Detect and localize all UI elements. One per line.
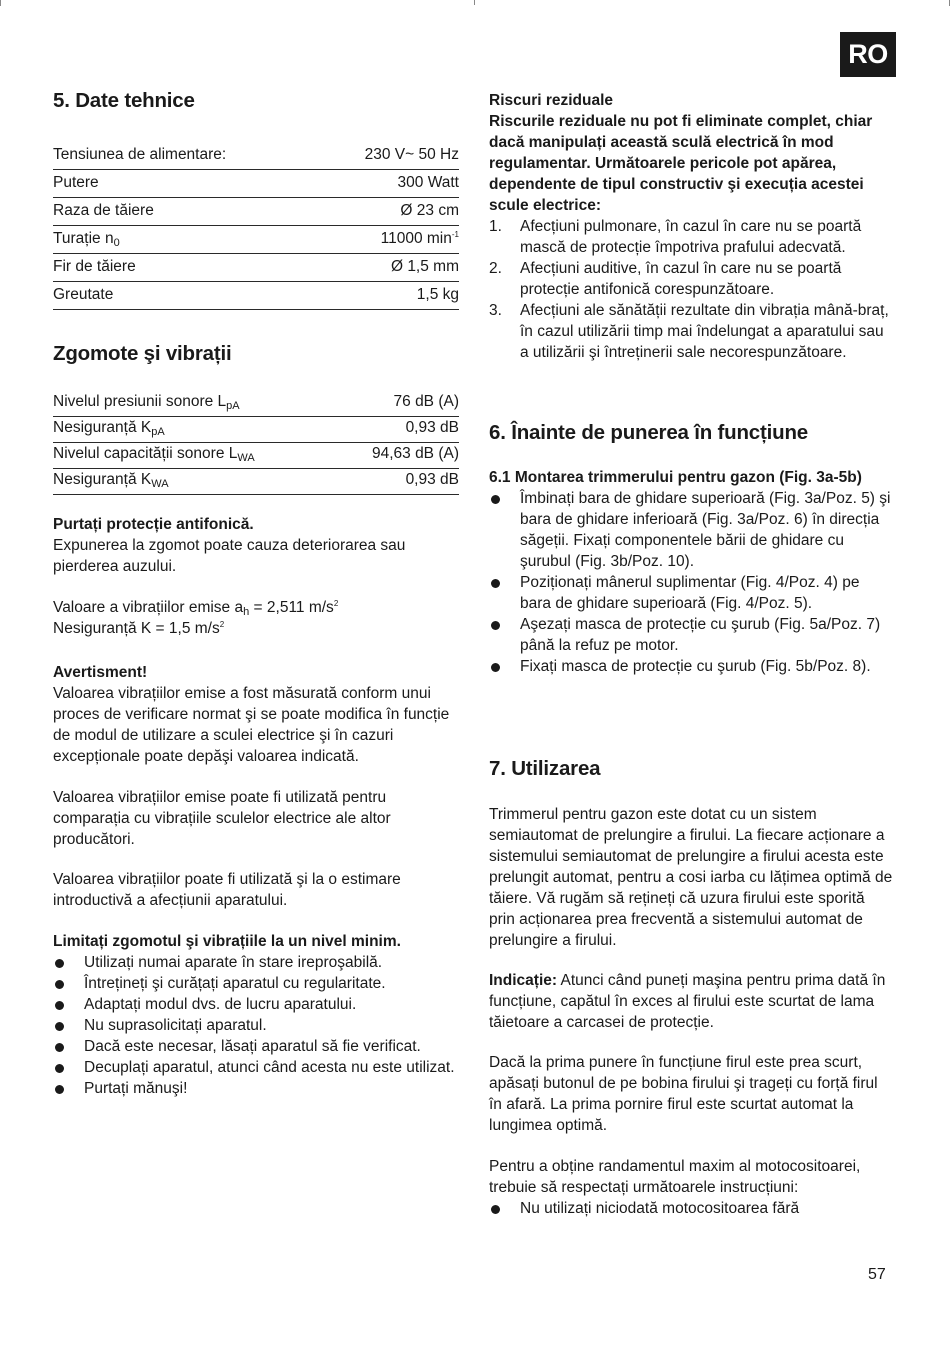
table-row [53, 443, 459, 469]
table-row [53, 142, 459, 170]
row-value: 0,93 dB [405, 419, 459, 436]
row-value: 230 V~ 50 Hz [364, 146, 459, 163]
row-value: 94,63 dB (A) [371, 445, 459, 462]
list-item: 1. Afecțiuni pulmonare, în cazul în care nu se poartă mască de protecție împotriva prafului adecvată. [489, 218, 862, 256]
table-row [53, 226, 459, 254]
usage-list [489, 1198, 894, 1219]
comparison-paragraph: Valoarea vibrațiilor emise poate fi utilizată pentru comparația cu vibrațiile sculelor electrice ale altor producători. [53, 789, 391, 848]
row-value: 300 Watt [397, 174, 459, 191]
bullet-icon [55, 1085, 64, 1094]
list-item: Întrețineți şi curățați aparatul cu regularitate. [53, 973, 459, 994]
list-item: Nu suprasolicitați aparatul. [53, 1015, 459, 1036]
list-item: 2. Afecțiuni auditive, în cazul în care nu se poartă protecție antifonică corespunzătoare. [489, 260, 842, 298]
table-row [53, 170, 459, 198]
usage-paragraph-4: Pentru a obține randamentul maxim al motocositoarei, trebuie să respectați următoarele instrucțiuni: [489, 1158, 861, 1196]
list-item: Aşezați masca de protecție cu şurub (Fig. 5a/Poz. 7) până la refuz pe motor. [489, 614, 894, 656]
mounting-block [489, 467, 894, 677]
before-use-title: 6. Înainte de punerea în funcțiune [489, 421, 808, 444]
row-value: Ø 1,5 mm [390, 258, 459, 275]
vibration-values-block [53, 597, 459, 639]
warning-heading: Avertisment! [53, 664, 148, 681]
list-item: Decuplați aparatul, atunci când acesta nu este utilizat. [53, 1057, 459, 1078]
list-item: Utilizați numai aparate în stare ireproşabilă. [53, 952, 459, 973]
mounting-list [489, 488, 894, 677]
bullet-icon [491, 663, 500, 672]
warning-block [53, 662, 459, 767]
bullet-icon [55, 1043, 64, 1052]
table-row [53, 391, 459, 417]
language-badge: RO [840, 32, 896, 77]
noise-table [53, 391, 459, 495]
bullet-icon [491, 621, 500, 630]
table-row [53, 469, 459, 495]
row-label: Tensiunea de alimentare: [53, 146, 227, 163]
bullet-icon [491, 579, 500, 588]
bullet-icon [55, 1001, 64, 1010]
usage-instructions-block [489, 1156, 894, 1219]
row-value: 1,5 kg [416, 286, 459, 303]
table-row [53, 254, 459, 282]
list-item: Purtați mănuşi! [53, 1078, 459, 1099]
protection-text: Expunerea la zgomot poate cauza deteriorarea sau pierderea auzului. [53, 537, 406, 575]
row-label: Nivelul presiunii sonore $L_{pA}$ [53, 393, 240, 412]
row-value: 11000 $\min^{-1}$ [380, 230, 459, 247]
table-row [53, 417, 459, 443]
row-label: Greutate [53, 286, 114, 303]
list-item: Fixați masca de protecție cu şurub (Fig. 5b/Poz. 8). [489, 656, 894, 677]
residual-heading: Riscuri reziduale [489, 92, 614, 109]
list-item: Îmbinați bara de ghidare superioară (Fig. 3a/Poz. 5) şi bara de ghidare inferioară (Fig. 3a/Poz. 6) în direcția săgeții. Fixați componentele bării de ghidare cu şurubul (Fig. 3b/Poz. 10). [489, 488, 894, 572]
row-value: 0,93 dB [405, 471, 459, 488]
bullet-icon [55, 980, 64, 989]
hearing-protection-block [53, 514, 459, 577]
vibration-value: Valoare a vibrațiilor emise $a_h = 2,511$ $m/s^2$ [53, 599, 339, 618]
row-label: Nivelul capacității sonore $L_{WA}$ [53, 445, 255, 464]
list-item: 3. Afecțiuni ale sănătății rezultate din vibrația mână-braț, în cazul utilizării timp mai îndelungat a aparatului sau a utilizării şi întreținerii sale necorespunzătoare. [489, 302, 889, 361]
row-value: 76 dB (A) [393, 393, 459, 410]
bullet-icon [55, 1064, 64, 1073]
row-label: Raza de tăiere [53, 202, 154, 219]
bullet-icon [55, 959, 64, 968]
list-item: Poziționați mânerul suplimentar (Fig. 4/Poz. 4) pe bara de ghidare superioară (Fig. 4/Poz. 5). [489, 572, 894, 614]
usage-paragraph-1: Trimmerul pentru gazon este dotat cu un sistem semiautomat de prelungire a firului. La fiecare acționare a sistemului semiautomat de prelungire a firului acesta este prelungit automat, pentru a cosi iarba cu lățimea optimă de tăiere. Vă rugăm să rețineți că uzura firului este sporită prin acționarea prea frecventă a sistemului automat de prelungire a firului. [489, 806, 893, 949]
table-row [53, 198, 459, 226]
limit-heading: Limitați zgomotul şi vibrațiile la un nivel minim. [53, 933, 401, 950]
limit-noise-block [53, 931, 459, 1099]
bullet-icon [55, 1022, 64, 1031]
page-number: 57 [868, 1266, 886, 1283]
vibration-uncertainty: Nesiguranță K = 1,5 $m/s^2$ [53, 620, 225, 637]
bullet-icon [491, 1205, 500, 1214]
warning-text: Valoarea vibrațiilor emise a fost măsurată conform unui proces de verificare normat şi se poate modifica în funcție de modul de utilizare a sculei electrice şi în cazuri excepționale poate depăşi valoarea indicată. [53, 685, 450, 765]
crop-mark-center [474, 0, 475, 5]
residual-list [489, 216, 894, 363]
residual-intro: Riscurile reziduale nu pot fi eliminate complet, chiar dacă manipulați această sculă electrică în mod regulamentar. Următoarele pericole pot apărea, dependente de tipul constructiv şi execuția acestei scule electrice: [489, 113, 873, 214]
row-value: Ø 23 cm [400, 202, 459, 219]
note-label: Indicație: [489, 972, 558, 989]
crop-mark-left [0, 0, 1, 6]
technical-data-title: 5. Date tehnice [53, 89, 195, 112]
list-item: Dacă este necesar, lăsați aparatul să fie verificat. [53, 1036, 459, 1057]
estimation-paragraph: Valoarea vibrațiilor poate fi utilizată şi la o estimare introductivă a afecțiunii aparatului. [53, 871, 401, 909]
technical-data-table [53, 142, 459, 310]
residual-risks-block [489, 90, 894, 363]
list-item: Nu utilizați niciodată motocositoarea fără [489, 1198, 894, 1219]
list-item: Adaptați modul dvs. de lucru aparatului. [53, 994, 459, 1015]
usage-note: Indicație: Atunci când puneți maşina pentru prima dată în funcțiune, capătul în exces al firului este scurtat de lama tăietoare a carcasei de protecție. [489, 972, 886, 1031]
mounting-subheading: 6.1 Montarea trimmerului pentru gazon (Fig. 3a-5b) [489, 469, 862, 486]
row-label: Putere [53, 174, 99, 191]
protection-heading: Purtați protecție antifonică. [53, 516, 254, 533]
row-label: Fir de tăiere [53, 258, 136, 275]
usage-paragraph-3: Dacă la prima punere în funcțiune firul este prea scurt, apăsați butonul de pe bobina firului şi trageți cu forță firul în afară. La prima pornire firul este scurtat automat la lungimea optimă. [489, 1054, 878, 1134]
limit-list [53, 952, 459, 1099]
usage-title: 7. Utilizarea [489, 757, 601, 780]
row-label: Turație $n_0$ [53, 230, 120, 249]
table-row [53, 282, 459, 310]
row-label: Nesiguranță $K_{pA}$ [53, 419, 165, 438]
noise-vibration-title: Zgomote şi vibrații [53, 342, 232, 365]
bullet-icon [491, 495, 500, 504]
row-label: Nesiguranță $K_{WA}$ [53, 471, 169, 490]
